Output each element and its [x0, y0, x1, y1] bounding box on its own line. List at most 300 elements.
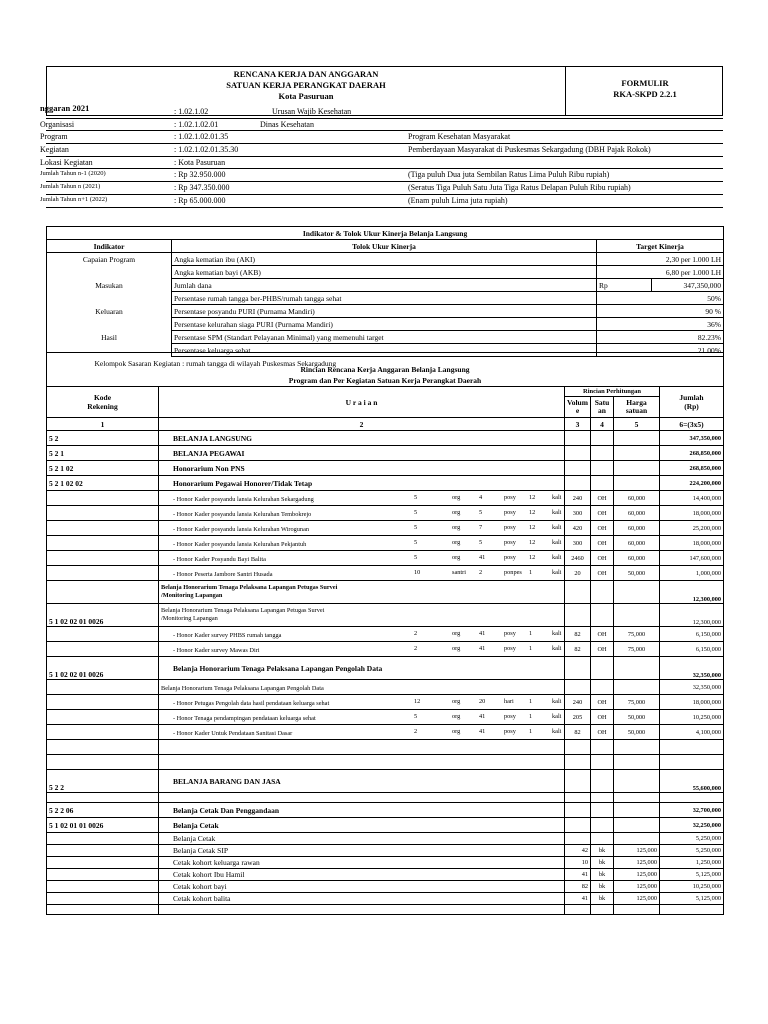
kode-rekening: [47, 536, 159, 551]
volume: [565, 431, 591, 446]
kode-rekening: [47, 521, 159, 536]
satuan: bk: [591, 857, 614, 869]
num-5: 5: [614, 418, 660, 431]
budget-row: [47, 818, 724, 833]
satuan: [591, 818, 614, 833]
jumlah: 18,000,000: [660, 536, 724, 551]
detail-value: 1: [529, 569, 533, 576]
col-volume: Volum e: [565, 396, 591, 417]
uraian-text: Belanja Cetak: [173, 820, 219, 830]
harga-satuan: [614, 803, 660, 818]
harga-satuan: 75,000: [614, 695, 660, 710]
kode-rekening: 5 1 02 02 01 0026: [47, 657, 159, 680]
volume: [565, 657, 591, 680]
satuan: [591, 755, 614, 770]
info-name: Dinas Kesehatan: [260, 119, 314, 129]
col-indikator: Indikator: [47, 240, 172, 253]
detail-value: org: [452, 524, 461, 531]
detail-value: 2: [414, 645, 418, 652]
volume: [565, 905, 591, 915]
detail-value: org: [452, 645, 461, 652]
kode-rekening: [47, 845, 159, 857]
satuan: [591, 476, 614, 491]
satuan: [591, 740, 614, 755]
detail-value: posy: [504, 509, 516, 516]
jumlah: [660, 793, 724, 803]
budget-row: [47, 551, 724, 566]
volume: 300: [565, 506, 591, 521]
harga-satuan: [614, 818, 660, 833]
jumlah: 5,125,000: [660, 893, 724, 905]
satuan: [591, 446, 614, 461]
detail-value: kali: [552, 698, 562, 705]
harga-satuan: 125,000: [614, 845, 660, 857]
tolok-ukur: Angka kematian bayi (AKB): [172, 266, 597, 279]
satuan: OH: [591, 710, 614, 725]
target-rp: [597, 318, 652, 331]
tolok-ukur: Persentase kelurahan siaga PURI (Purnama Mandiri): [172, 318, 597, 331]
volume: 300: [565, 536, 591, 551]
indicator-name: Keluaran: [47, 305, 172, 318]
info-label: Jumlah Tahun n+1 (2022): [40, 195, 108, 203]
kode-rekening: [47, 710, 159, 725]
col-satuan: Satu an: [591, 396, 614, 417]
jumlah: [660, 740, 724, 755]
volume: [565, 581, 591, 604]
satuan: [591, 581, 614, 604]
volume: [565, 604, 591, 627]
title-skpd: SATUAN KERJA PERANGKAT DAERAH: [226, 80, 386, 90]
kode-rekening: 5 2 1: [47, 446, 159, 461]
detail-value: 41: [479, 728, 486, 735]
kode-rekening: [47, 725, 159, 740]
jumlah: 10,250,000: [660, 881, 724, 893]
target-rp: [597, 331, 652, 344]
target-rp: [597, 253, 652, 266]
jumlah: 268,850,000: [660, 461, 724, 476]
info-code: : 1.02.1.02: [174, 107, 209, 116]
kode-rekening: 5 2 2: [47, 770, 159, 793]
satuan: OH: [591, 642, 614, 657]
budget-row: [47, 581, 724, 604]
harga-satuan: 50,000: [614, 710, 660, 725]
target-rp: [597, 292, 652, 305]
jumlah: 25,200,000: [660, 521, 724, 536]
jumlah: 14,400,000: [660, 491, 724, 506]
uraian: [159, 680, 565, 695]
uraian-text: - Honor Petugas Pengolah data hasil pendataan keluarga sehat: [173, 699, 330, 707]
detail-value: 5: [414, 554, 418, 561]
uraian: [159, 446, 565, 461]
info-row: [46, 106, 723, 119]
detail-value: ponpes: [504, 569, 522, 576]
formulir-code: RKA-SKPD 2.2.1: [613, 89, 677, 99]
detail-value: posy: [504, 494, 516, 501]
budget-row: [47, 476, 724, 491]
uraian: [159, 893, 565, 905]
indicator-name: Hasil: [47, 331, 172, 344]
uraian: [159, 725, 565, 740]
volume: 240: [565, 695, 591, 710]
tolok-ukur: Persentase posyandu PURI (Purnama Mandiri): [172, 305, 597, 318]
target-value: 50%: [652, 292, 724, 305]
rincian-table: [46, 352, 724, 915]
uraian-text: Honorarium Non PNS: [173, 463, 245, 473]
indicator-row: [47, 318, 724, 331]
satuan: OH: [591, 506, 614, 521]
info-code: : 1.02.1.02.01.35.30: [174, 145, 239, 155]
detail-value: posy: [504, 713, 516, 720]
kode-rekening: [47, 642, 159, 657]
info-row: [40, 182, 723, 195]
volume: 82: [565, 627, 591, 642]
jumlah: 32,350,000: [660, 680, 724, 695]
budget-row: [47, 845, 724, 857]
detail-value: kali: [552, 494, 562, 501]
uraian-text: - Honor Kader survey Mawas Diri: [173, 646, 260, 654]
uraian-text: - Honor Kader Untuk Pendataan Sanitasi Dasar: [173, 729, 293, 737]
budget-row: [47, 642, 724, 657]
budget-row: [47, 446, 724, 461]
info-label: Program: [40, 132, 68, 142]
satuan: [591, 770, 614, 793]
uraian-text: - Honor Kader Posyandu Bayi Balita: [173, 555, 266, 563]
kode-rekening: [47, 740, 159, 755]
info-desc: (Seratus Tiga Puluh Satu Juta Tiga Ratus Delapan Puluh Ribu rupiah): [408, 183, 631, 193]
info-row: [40, 131, 723, 144]
uraian-text: Belanja Cetak: [173, 834, 216, 843]
indicator-name: [47, 292, 172, 305]
detail-value: kali: [552, 539, 562, 546]
harga-satuan: 60,000: [614, 506, 660, 521]
formulir-label: FORMULIR: [621, 78, 669, 88]
detail-value: santri: [452, 569, 466, 576]
kode-rekening: [47, 680, 159, 695]
kelompok-sasaran: Kelompok Sasaran Kegiatan : rumah tangga di wilayah Puskesmas Sekargadung: [47, 353, 724, 365]
uraian-text: - Honor Tenaga pendampingan pendataan keluarga sehat: [173, 714, 316, 722]
indicator-name: Capaian Program: [47, 253, 172, 266]
uraian: [159, 793, 565, 803]
harga-satuan: [614, 770, 660, 793]
uraian: [159, 581, 565, 604]
budget-row: [47, 803, 724, 818]
volume: [565, 818, 591, 833]
jumlah: 6,150,000: [660, 627, 724, 642]
volume: 20: [565, 566, 591, 581]
detail-value: 5: [479, 539, 483, 546]
satuan: [591, 803, 614, 818]
detail-value: 12: [529, 494, 536, 501]
satuan: OH: [591, 551, 614, 566]
blank-row: [47, 755, 724, 770]
harga-satuan: 60,000: [614, 521, 660, 536]
jumlah: 12,300,000: [660, 581, 724, 604]
uraian-text: BELANJA BARANG DAN JASA: [173, 776, 281, 786]
tolok-ukur: Persentase rumah tangga ber-PHBS/rumah tangga sehat: [172, 292, 597, 305]
col-perhitungan: Rincian Perhitungan: [565, 387, 660, 397]
detail-value: kali: [552, 630, 562, 637]
uraian-text: - Honor Kader posyandu lansia Kelurahan Sekargadung: [173, 495, 314, 503]
budget-row: [47, 680, 724, 695]
blank-row: [47, 793, 724, 803]
volume: [565, 680, 591, 695]
jumlah: 5,250,000: [660, 845, 724, 857]
budget-row: [47, 536, 724, 551]
uraian-text: - Honor Kader posyandu lansia Kelurahan Wirogunan: [173, 525, 310, 533]
detail-value: 41: [479, 630, 486, 637]
detail-value: org: [452, 728, 461, 735]
col-uraian: U r a i a n: [159, 387, 565, 418]
harga-satuan: [614, 793, 660, 803]
uraian: [159, 566, 565, 581]
satuan: bk: [591, 893, 614, 905]
detail-value: 12: [529, 539, 536, 546]
jumlah: 224,200,000: [660, 476, 724, 491]
uraian: [159, 770, 565, 793]
satuan: OH: [591, 521, 614, 536]
rincian-title-2: Program dan Per Kegiatan Satuan Kerja Perangkat Daerah: [47, 375, 724, 387]
uraian-line: Belanja Honorarium Tenaga Pelaksana Lapangan Petugas Survei: [161, 584, 338, 591]
indicator-name: [47, 266, 172, 279]
volume: [565, 446, 591, 461]
detail-value: kali: [552, 569, 562, 576]
kode-rekening: [47, 627, 159, 642]
volume: [565, 461, 591, 476]
kode-rekening: 5 2: [47, 431, 159, 446]
satuan: bk: [591, 869, 614, 881]
volume: [565, 755, 591, 770]
uraian: [159, 642, 565, 657]
target-rp: Rp: [597, 279, 652, 292]
satuan: [591, 833, 614, 845]
satuan: [591, 905, 614, 915]
detail-value: 20: [479, 698, 486, 705]
detail-value: 1: [529, 698, 533, 705]
col-harga: Harga satuan: [614, 396, 660, 417]
kode-rekening: 5 2 1 02 02: [47, 476, 159, 491]
info-code: : Rp 32.950.000: [174, 170, 226, 180]
detail-value: kali: [552, 554, 562, 561]
detail-value: org: [452, 539, 461, 546]
volume: [565, 833, 591, 845]
tolok-ukur: Persentase SPM (Standart Pelayanan Minimal) yang memenuhi target: [172, 331, 597, 344]
uraian-text: Cetak kohort balita: [173, 894, 231, 903]
jumlah: 18,000,000: [660, 695, 724, 710]
info-block: [40, 106, 723, 208]
uraian: [159, 476, 565, 491]
budget-row: [47, 657, 724, 680]
uraian: [159, 740, 565, 755]
title-kota: Kota Pasuruan: [278, 91, 334, 101]
uraian-text: - Honor Peserta Jambore Santri Husada: [173, 570, 273, 578]
detail-value: kali: [552, 728, 562, 735]
uraian: [159, 803, 565, 818]
indicator-row: [47, 331, 724, 344]
kode-rekening: [47, 491, 159, 506]
info-row: [40, 119, 723, 132]
info-code: : 1.02.1.02.01: [174, 119, 219, 129]
info-row: [40, 169, 723, 182]
indicator-name: Masukan: [47, 279, 172, 292]
target-value: 90 %: [652, 305, 724, 318]
uraian: [159, 461, 565, 476]
info-desc: (Enam puluh Lima juta rupiah): [408, 195, 508, 205]
jumlah: 5,250,000: [660, 833, 724, 845]
num-1: 1: [47, 418, 159, 431]
volume: [565, 793, 591, 803]
budget-row: [47, 491, 724, 506]
target-value: 82.23%: [652, 331, 724, 344]
budget-row: [47, 521, 724, 536]
budget-row: [47, 431, 724, 446]
detail-value: org: [452, 554, 461, 561]
num-2: 2: [159, 418, 565, 431]
target-value: 36%: [652, 318, 724, 331]
kode-rekening: [47, 905, 159, 915]
jumlah: [660, 905, 724, 915]
detail-value: 2: [414, 630, 418, 637]
volume: [565, 770, 591, 793]
harga-satuan: 60,000: [614, 491, 660, 506]
uraian-text: Cetak kohort Ibu Hamil: [173, 870, 245, 879]
info-name: Urusan Wajib Kesehatan: [272, 107, 352, 116]
kode-rekening: [47, 755, 159, 770]
col-jumlah: Jumlah (Rp): [660, 387, 724, 418]
blank-row: [47, 740, 724, 755]
satuan: OH: [591, 536, 614, 551]
num-3: 3: [565, 418, 591, 431]
kode-rekening: [47, 566, 159, 581]
detail-value: posy: [504, 645, 516, 652]
jumlah: 347,350,000: [660, 431, 724, 446]
budget-row: [47, 695, 724, 710]
budget-row: [47, 857, 724, 869]
detail-value: org: [452, 713, 461, 720]
info-code: : Rp 347.350.000: [174, 183, 230, 193]
indicator-table: [46, 226, 724, 357]
satuan: [591, 657, 614, 680]
kode-rekening: [47, 881, 159, 893]
uraian: [159, 657, 565, 680]
volume: 82: [565, 881, 591, 893]
volume: [565, 476, 591, 491]
detail-value: 41: [479, 554, 486, 561]
uraian-text: Belanja Honorarium Tenaga Pelaksana Lapangan Pengolah Data: [173, 663, 383, 673]
harga-satuan: [614, 461, 660, 476]
info-label: Jumlah Tahun n-1 (2020): [40, 170, 106, 178]
uraian: [159, 551, 565, 566]
volume: [565, 740, 591, 755]
detail-value: kali: [552, 713, 562, 720]
satuan: OH: [591, 725, 614, 740]
budget-row: [47, 869, 724, 881]
budget-row: [47, 770, 724, 793]
harga-satuan: [614, 905, 660, 915]
detail-value: posy: [504, 728, 516, 735]
target-rp: [597, 266, 652, 279]
uraian: [159, 710, 565, 725]
kode-rekening: [47, 551, 159, 566]
uraian: [159, 695, 565, 710]
target-value: 2,30 per 1.000 LH: [652, 253, 724, 266]
volume: [565, 803, 591, 818]
uraian-line: /Monitoring Lapangan: [161, 615, 218, 622]
detail-value: 12: [414, 698, 421, 705]
budget-row: [47, 725, 724, 740]
kode-rekening: 5 2 2 06: [47, 803, 159, 818]
detail-value: 41: [479, 713, 486, 720]
jumlah: 1,250,000: [660, 857, 724, 869]
uraian: [159, 755, 565, 770]
detail-value: 41: [479, 645, 486, 652]
detail-value: 5: [414, 539, 418, 546]
jumlah: [660, 755, 724, 770]
harga-satuan: 125,000: [614, 857, 660, 869]
detail-value: 1: [529, 645, 533, 652]
uraian: [159, 431, 565, 446]
harga-satuan: [614, 446, 660, 461]
indicator-row: [47, 305, 724, 318]
uraian-line: Belanja Honorarium Tenaga Pelaksana Lapangan Petugas Survei: [161, 607, 325, 614]
uraian: [159, 881, 565, 893]
kode-rekening: [47, 695, 159, 710]
uraian-text: Honorarium Pegawai Honorer/Tidak Tetap: [173, 478, 313, 488]
uraian: [159, 506, 565, 521]
info-desc: Pemberdayaan Masyarakat di Puskesmas Sekargadung (DBH Pajak Rokok): [408, 145, 651, 155]
uraian-text: Belanja Honorarium Tenaga Pelaksana Lapangan Pengolah Data: [161, 684, 324, 692]
harga-satuan: 60,000: [614, 551, 660, 566]
budget-row: [47, 710, 724, 725]
uraian-text: BELANJA LANGSUNG: [173, 433, 252, 443]
detail-value: org: [452, 509, 461, 516]
jumlah: 55,600,000: [660, 770, 724, 793]
target-value: 6,80 per 1.000 LH: [652, 266, 724, 279]
uraian-text: BELANJA PEGAWAI: [173, 448, 245, 458]
jumlah: 5,125,000: [660, 869, 724, 881]
rincian-title-1: Rincian Rencana Kerja Anggaran Belanja Langsung: [47, 364, 724, 375]
satuan: [591, 793, 614, 803]
harga-satuan: [614, 833, 660, 845]
blank-row: [47, 905, 724, 915]
uraian-text: Cetak kohort bayi: [173, 882, 227, 891]
satuan: [591, 431, 614, 446]
info-label: Kegiatan: [40, 145, 69, 155]
jumlah: 147,600,000: [660, 551, 724, 566]
detail-value: posy: [504, 630, 516, 637]
uraian: [159, 869, 565, 881]
harga-satuan: [614, 680, 660, 695]
detail-value: 12: [529, 509, 536, 516]
kode-rekening: [47, 581, 159, 604]
detail-value: 10: [414, 569, 421, 576]
jumlah: 4,100,000: [660, 725, 724, 740]
harga-satuan: 75,000: [614, 627, 660, 642]
jumlah: 10,250,000: [660, 710, 724, 725]
detail-value: 1: [529, 728, 533, 735]
jumlah: 18,000,000: [660, 506, 724, 521]
indicator-name: [47, 318, 172, 331]
satuan: OH: [591, 491, 614, 506]
detail-value: org: [452, 494, 461, 501]
harga-satuan: 125,000: [614, 869, 660, 881]
detail-value: 1: [529, 713, 533, 720]
detail-value: 2: [479, 569, 483, 576]
budget-row: [47, 881, 724, 893]
info-row: [40, 157, 723, 170]
satuan: [591, 680, 614, 695]
info-row: [40, 195, 723, 208]
uraian: [159, 491, 565, 506]
